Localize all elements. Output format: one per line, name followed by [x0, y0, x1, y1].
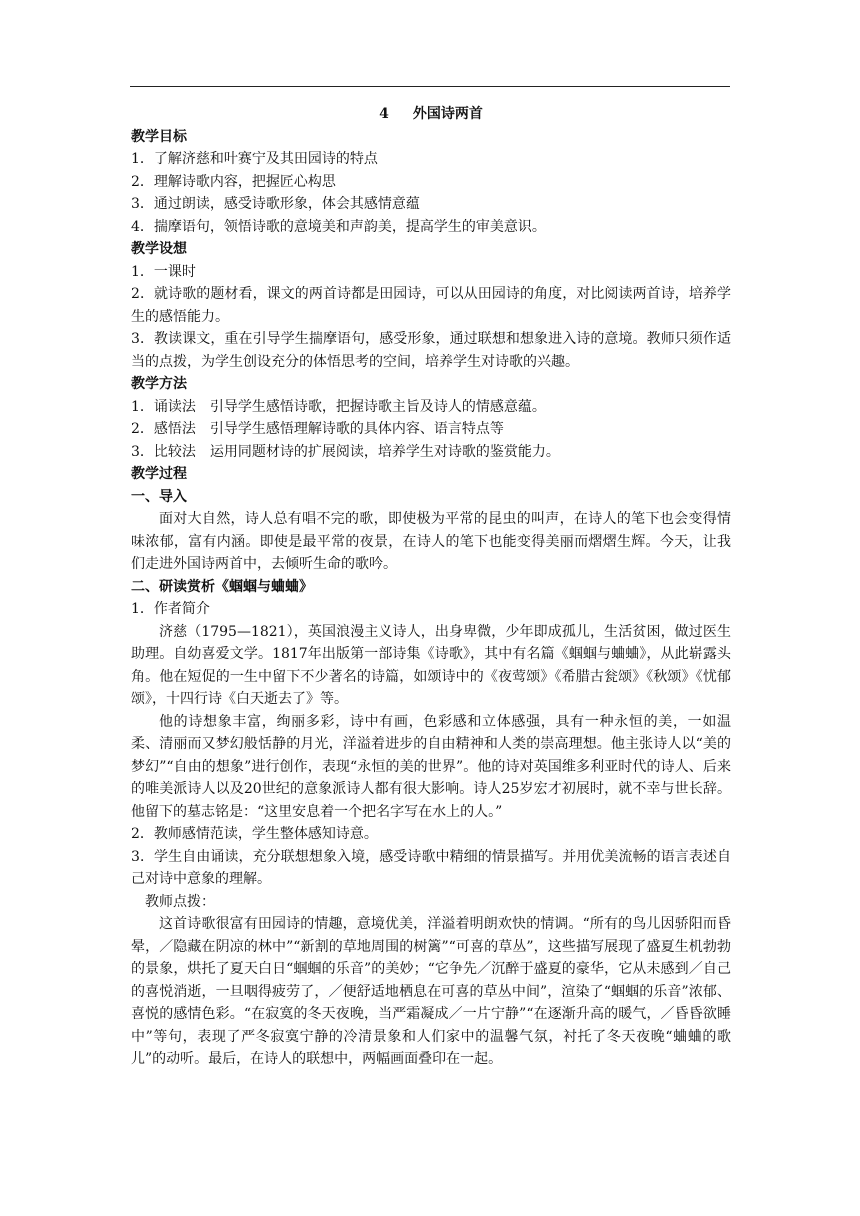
- section-heading-goals: 教学目标: [131, 128, 187, 145]
- method-item: 3．比较法 运用同题材诗的扩展阅读，培养学生对诗歌的鉴赏能力。: [131, 443, 560, 460]
- document-body: [131, 103, 731, 1071]
- hint-paragraph: 这首诗歌很富有田园诗的情趣，意境优美，洋溢着明朗欢快的情调。“所有的鸟儿因骄阳而昏晕，／隐藏在阴凉的林中”“新割的草地周围的树篱”“可喜的草丛”，这些描写展现了盛夏生机勃勃的景象，烘托了夏天白日“蝈蝈的乐音”的美妙；“它争先／沉醉于盛夏的豪华，它从未感到／自己的喜悦消逝，一旦咽得疲劳了，／便舒适地栖息在可喜的草丛中间”，渲染了“蝈蝈的乐音”浓郁、喜悦的感情色彩。“在寂寞的冬天夜晚，当严霜凝成／一片宁静”“在逐渐升高的暖气，／昏昏欲睡中”等句，表现了严冬寂寞宁静的冷清景象和人们家中的温馨气氛，衬托了冬天夜晚“蛐蛐的歌儿”的动听。最后，在诗人的联想中，两幅画面叠印在一起。: [131, 916, 731, 1067]
- author-paragraph: 他的诗想象丰富，绚丽多彩，诗中有画，色彩感和立体感强，具有一种永恒的美，一如温柔、清丽而又梦幻般恬静的月光，洋溢着进步的自由精神和人类的崇高理想。他主张诗人以“美的梦幻”“自由的想象”进行创作，表现“永恒的美的世界”。他的诗对英国维多利亚时代的诗人、后来的唯美派诗人以及20世纪的意象派诗人都有很大影响。诗人25岁宏才初展时，就不幸与世长辞。他留下的墓志铭是：“这里安息着一个把名字写在水上的人。”: [131, 713, 731, 820]
- teacher-hint-label: 教师点拨：: [145, 893, 215, 910]
- step-item: 2．教师感情范读，学生整体感知诗意。: [131, 826, 378, 842]
- author-heading: 1．作者简介: [131, 601, 210, 617]
- author-paragraph: 济慈（1795—1821），英国浪漫主义诗人，出身卑微，少年即成孤儿，生活贫困，做过医生助理。自幼喜爱文学。1817年出版第一部诗集《诗歌》，其中有名篇《蝈蝈与蛐蛐》，从此崭露头角。他在短促的一生中留下不少著名的诗篇，如颂诗中的《夜莺颂》《希腊古瓮颂》《秋颂》《忧郁颂》，十四行诗《白天逝去了》等。: [131, 623, 731, 707]
- lesson-number: 4: [379, 106, 389, 122]
- subheading-intro: 一、导入: [131, 488, 187, 505]
- goal-item: 4．揣摩语句，领悟诗歌的意境美和声韵美，提高学生的审美意识。: [131, 218, 546, 235]
- design-item: 1．一课时: [131, 263, 196, 280]
- design-item: 3．教读课文，重在引导学生揣摩语句，感受形象，通过联想和想象进入诗的意境。教师只须作适当的点拨，为学生创设充分的体悟思考的空间，培养学生对诗歌的兴趣。: [131, 331, 731, 370]
- method-item: 2．感悟法 引导学生感悟理解诗歌的具体内容、语言特点等: [131, 421, 504, 437]
- section-heading-process: 教学过程: [131, 466, 187, 482]
- lesson-title: 外国诗两首: [412, 106, 483, 122]
- section-heading-design: 教学设想: [131, 241, 187, 257]
- method-item: 1．诵读法 引导学生感悟诗歌，把握诗歌主旨及诗人的情感意蕴。: [131, 398, 546, 415]
- step-item: 3．学生自由诵读，充分联想想象入境，感受诗歌中精细的情景描写。并用优美流畅的语言表述自己对诗中意象的理解。: [131, 848, 731, 887]
- subheading-study: 二、研读赏析《蝈蝈与蛐蛐》: [131, 578, 313, 595]
- goal-item: 3．通过朗读，感受诗歌形象，体会其感情意蕴: [131, 196, 420, 212]
- intro-paragraph: 面对大自然，诗人总有唱不完的歌，即使极为平常的昆虫的叫声，在诗人的笔下也会变得情味浓郁，富有内涵。即使是最平常的夜景，在诗人的笔下也能变得美丽而熠熠生辉。今天，让我们走进外国诗两首中，去倾听生命的歌吟。: [131, 511, 731, 572]
- design-item: 2．就诗歌的题材看，课文的两首诗都是田园诗，可以从田园诗的角度，对比阅读两首诗，培养学生的感悟能力。: [131, 286, 731, 325]
- goal-item: 2．理解诗歌内容，把握匠心构思: [131, 173, 336, 190]
- page-title: [131, 103, 731, 126]
- goal-item: 1．了解济慈和叶赛宁及其田园诗的特点: [131, 151, 378, 167]
- section-heading-method: 教学方法: [131, 376, 187, 392]
- header-rule: [130, 86, 730, 87]
